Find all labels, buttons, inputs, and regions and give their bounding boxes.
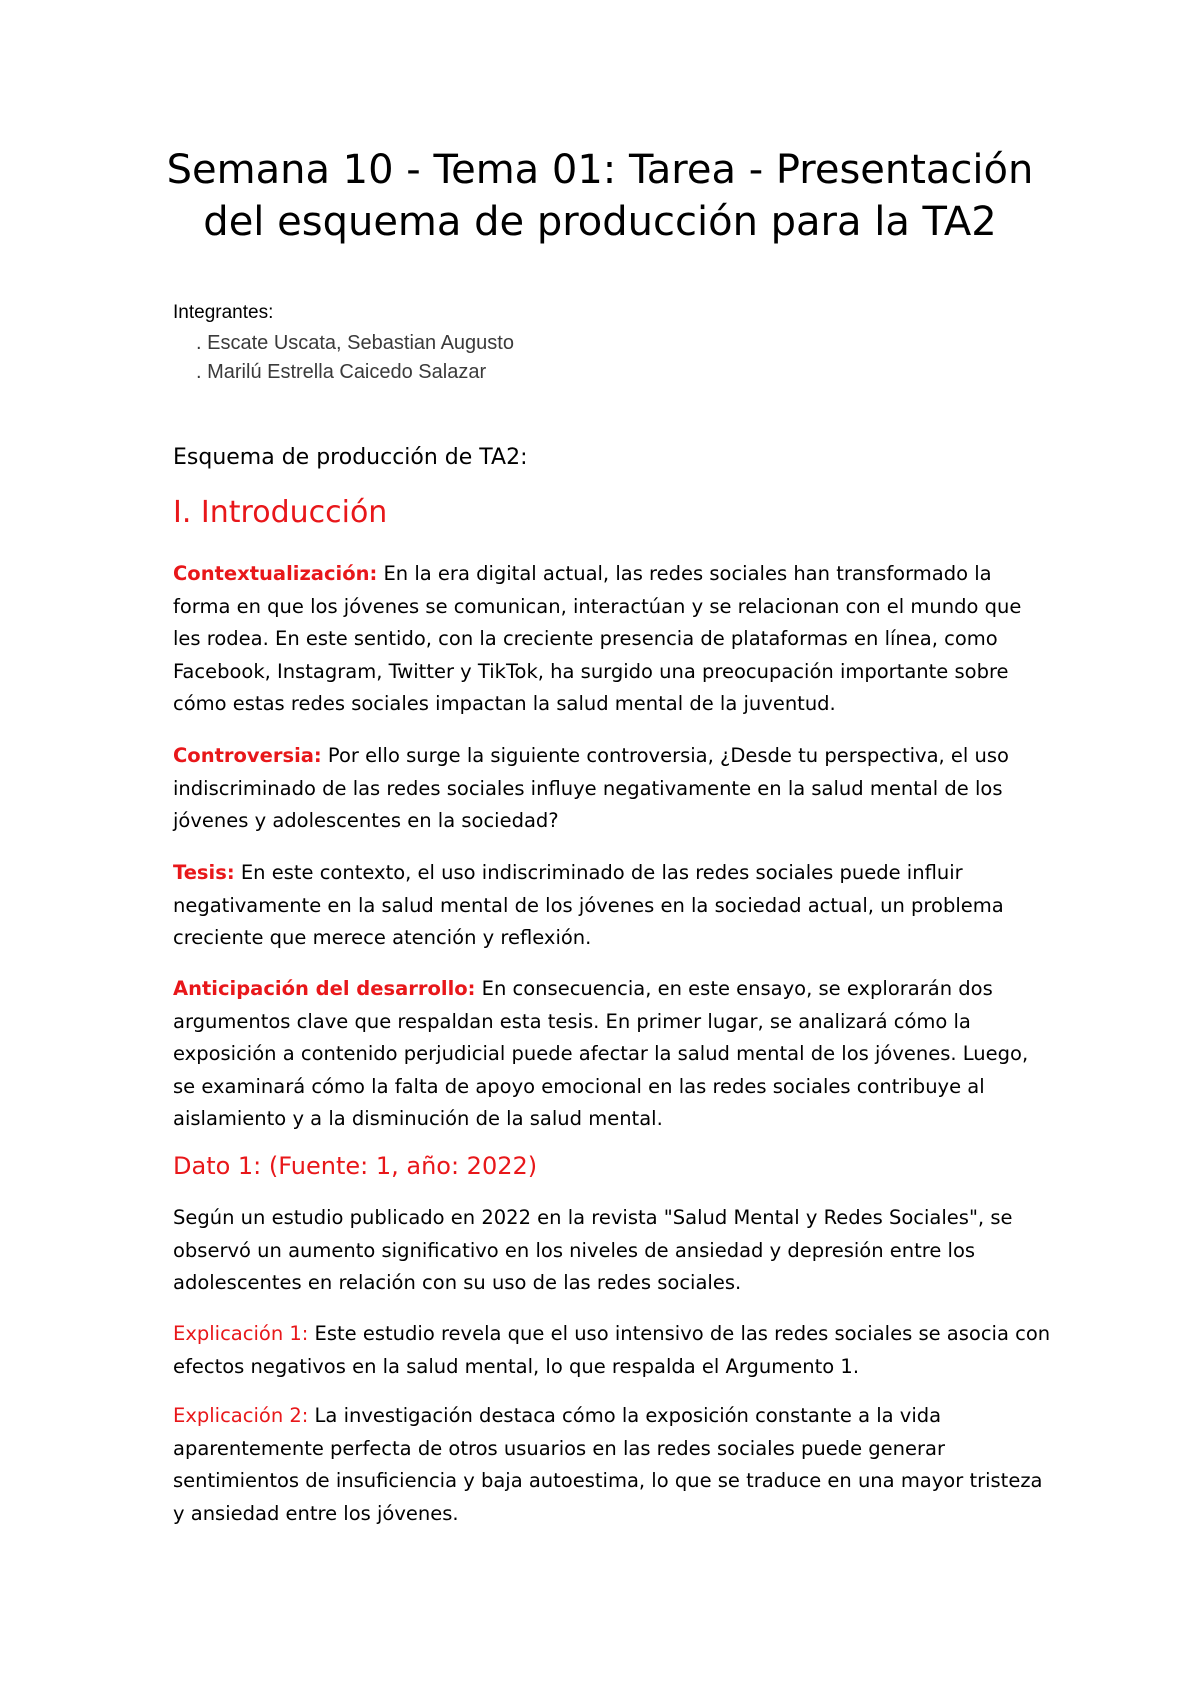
scheme-heading: Esquema de producción de TA2: xyxy=(173,445,528,470)
contextualizacion-text: En la era digital actual, las redes sociales han transformado la forma en que los jóvenes se comunican, interactúan y se relacionan con el mundo que les rodea. En este sentido, con la creciente presencia de plataformas en línea, como Facebook, Instagram, Twitter y TikTok, ha surgido una preocupación importante sobre cómo estas redes sociales impactan la salud mental de la juventud. xyxy=(173,562,1022,715)
controversia-label: Controversia: xyxy=(173,744,322,767)
contextualizacion-paragraph xyxy=(173,558,1053,721)
explicacion1-paragraph xyxy=(173,1318,1053,1383)
controversia-text: Por ello surge la siguiente controversia, ¿Desde tu perspectiva, el uso indiscriminado de las redes sociales influye negativamente en la salud mental de los jóvenes y adolescentes en la sociedad? xyxy=(173,744,1009,832)
dato1-paragraph: Según un estudio publicado en 2022 en la revista "Salud Mental y Redes Sociales", se observó un aumento significativo en los niveles de ansiedad y depresión entre los adolescentes en relación con su uso de las redes sociales. xyxy=(173,1206,1013,1294)
explicacion1-text: Este estudio revela que el uso intensivo de las redes sociales se asocia con efectos negativos en la salud mental, lo que respalda el Argumento 1. xyxy=(173,1322,1051,1378)
anticipacion-paragraph xyxy=(173,973,1053,1136)
tesis-paragraph xyxy=(173,857,1053,955)
controversia-paragraph xyxy=(173,740,1053,838)
tesis-label: Tesis: xyxy=(173,861,235,884)
explicacion2-text: La investigación destaca cómo la exposición constante a la vida aparentemente perfecta de otros usuarios en las redes sociales puede generar sentimientos de insuficiencia y baja autoestima, lo que se traduce en una mayor tristeza y ansiedad entre los jóvenes. xyxy=(173,1404,1043,1525)
explicacion1-label: Explicación 1: xyxy=(173,1322,309,1345)
dato1-heading: Dato 1: (Fuente: 1, año: 2022) xyxy=(173,1152,538,1180)
anticipacion-label: Anticipación del desarrollo: xyxy=(173,977,476,1000)
member-item: . Marilú Estrella Caicedo Salazar xyxy=(196,361,487,383)
document-title: Semana 10 - Tema 01: Tarea - Presentación del esquema de producción para la TA2 xyxy=(166,147,1034,245)
tesis-text: En este contexto, el uso indiscriminado de las redes sociales puede influir negativamente en la salud mental de los jóvenes en la sociedad actual, un problema creciente que merece atención y reflexión. xyxy=(173,861,1004,949)
explicacion2-paragraph xyxy=(173,1400,1053,1530)
member-item: . Escate Uscata, Sebastian Augusto xyxy=(196,332,514,354)
explicacion2-label: Explicación 2: xyxy=(173,1404,309,1427)
members-label: Integrantes: xyxy=(173,302,274,323)
contextualizacion-label: Contextualización: xyxy=(173,562,378,585)
section-heading: I. Introducción xyxy=(173,495,388,530)
anticipacion-text: En consecuencia, en este ensayo, se explorarán dos argumentos clave que respaldan esta tesis. En primer lugar, se analizará cómo la exposición a contenido perjudicial puede afectar la salud mental de los jóvenes. Luego, se examinará cómo la falta de apoyo emocional en las redes sociales contribuye al aislamiento y a la disminución de la salud mental. xyxy=(173,977,1029,1130)
